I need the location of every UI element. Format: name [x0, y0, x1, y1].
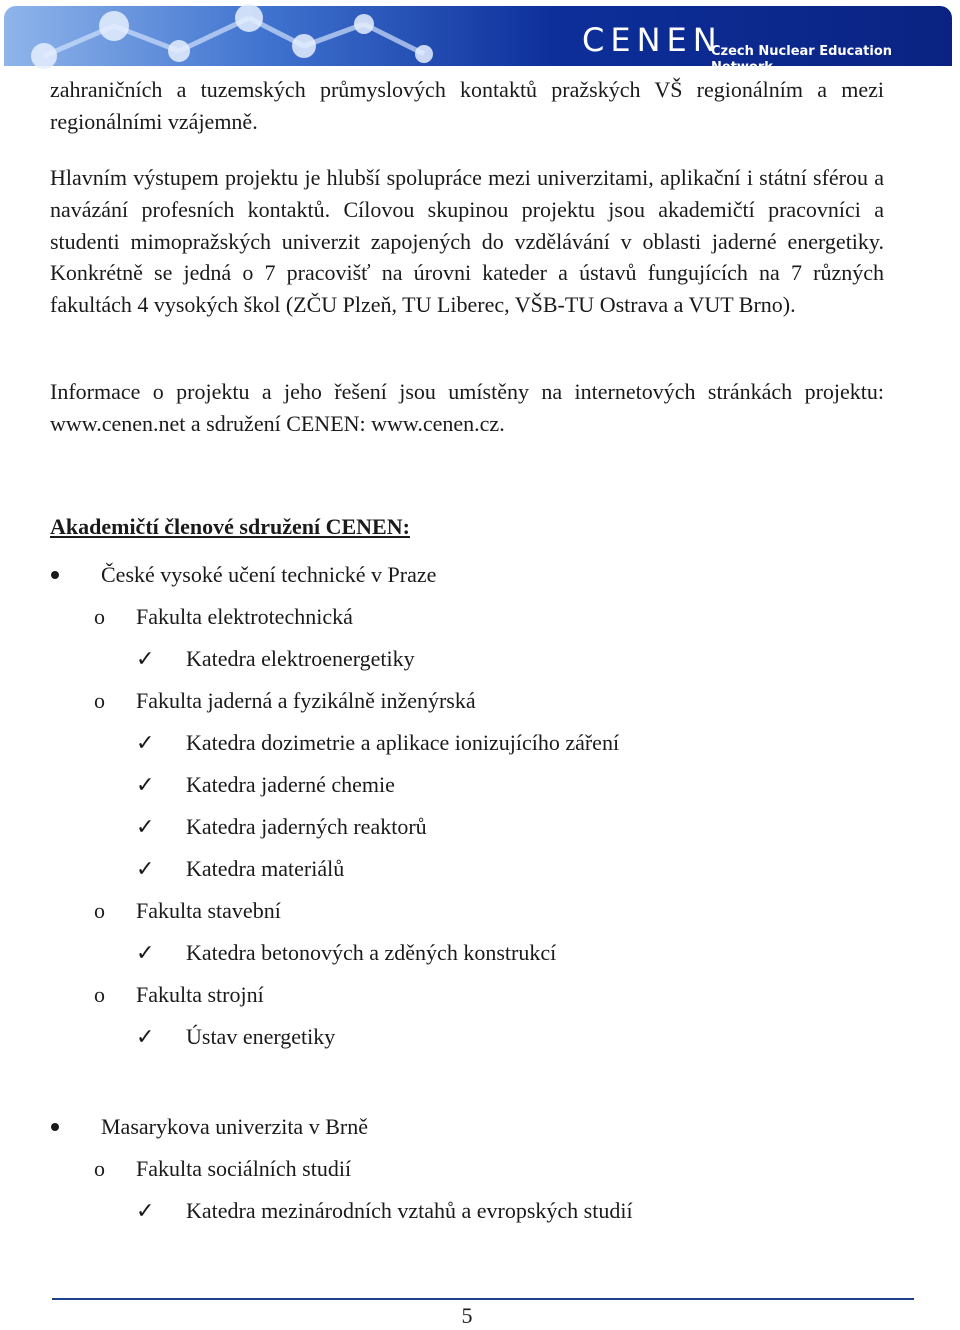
faculty-marker: o: [94, 688, 105, 713]
department-item: Katedra betonových a zděných konstrukcí: [186, 940, 557, 965]
checkmark-icon: ✓: [136, 814, 155, 839]
page-number: 5: [461, 1303, 473, 1328]
department-item: Katedra dozimetrie a aplikace ionizujícího záření: [186, 730, 620, 755]
faculty-fel: Fakulta elektrotechnická: [136, 604, 353, 629]
department-item: Katedra elektroenergetiky: [186, 646, 415, 671]
department-item: Katedra mezinárodních vztahů a evropských studií: [186, 1198, 633, 1223]
checkmark-icon: ✓: [136, 856, 155, 881]
department-item: Katedra jaderných reaktorů: [186, 814, 427, 839]
checkmark-icon: ✓: [136, 940, 155, 965]
header-banner: [4, 6, 952, 75]
faculty-fjfi: Fakulta jaderná a fyzikálně inženýrská: [136, 688, 476, 713]
faculty-marker: o: [94, 1156, 105, 1181]
brand-tagline: Czech Nuclear Education Network: [711, 44, 893, 75]
checkmark-icon: ✓: [136, 772, 155, 797]
department-item: Katedra jaderné chemie: [186, 772, 395, 797]
faculty-marker: o: [94, 982, 105, 1007]
paragraph-contacts: zahraničních a tuzemských průmyslových kontaktů pražských VŠ regionálním a mezi regionálními vzájemně.: [50, 77, 884, 134]
brand-logo: CENEN: [582, 21, 723, 59]
faculty-fsv: Fakulta stavební: [136, 898, 281, 923]
faculty-marker: o: [94, 898, 105, 923]
members-heading: Akademičtí členové sdružení CENEN:: [50, 514, 410, 539]
paragraph-project-info: Informace o projektu a jeho řešení jsou umístěny na internetových stránkách projektu: www.cenen.net a sdružení CENEN: www.cenen.cz.: [50, 379, 884, 436]
checkmark-icon: ✓: [136, 730, 155, 755]
checkmark-icon: ✓: [136, 1024, 155, 1049]
faculty-fs: Fakulta strojní: [136, 982, 264, 1007]
faculty-marker: o: [94, 604, 105, 629]
bullet-dot-icon: [51, 1123, 59, 1131]
university-muni: Masarykova univerzita v Brně: [101, 1114, 368, 1139]
checkmark-icon: ✓: [136, 646, 155, 671]
bullet-dot-icon: [51, 571, 59, 579]
university-cvut: České vysoké učení technické v Praze: [101, 562, 437, 587]
checkmark-icon: ✓: [136, 1198, 155, 1223]
department-item: Katedra materiálů: [186, 856, 345, 881]
faculty-fss: Fakulta sociálních studií: [136, 1156, 352, 1181]
paragraph-project-output: Hlavním výstupem projektu je hlubší spolupráce mezi univerzitami, aplikační i státní sférou a navázání profesních kontaktů. Cílovou skupinou projektu jsou akademičtí pracovníci a studenti mimopražských univerzit zapojených do vzdělávání v oblasti jaderné energetiky. Konkrétně se jedná o 7 pracovišť na úrovni kateder a ústavů fungujících na 7 různých fakultách 4 vysokých škol (ZČU Plzeň, TU Liberec, VŠB-TU Ostrava a VUT Brno).: [50, 165, 884, 318]
footer-divider: [52, 1298, 914, 1300]
department-item: Ústav energetiky: [186, 1024, 336, 1049]
